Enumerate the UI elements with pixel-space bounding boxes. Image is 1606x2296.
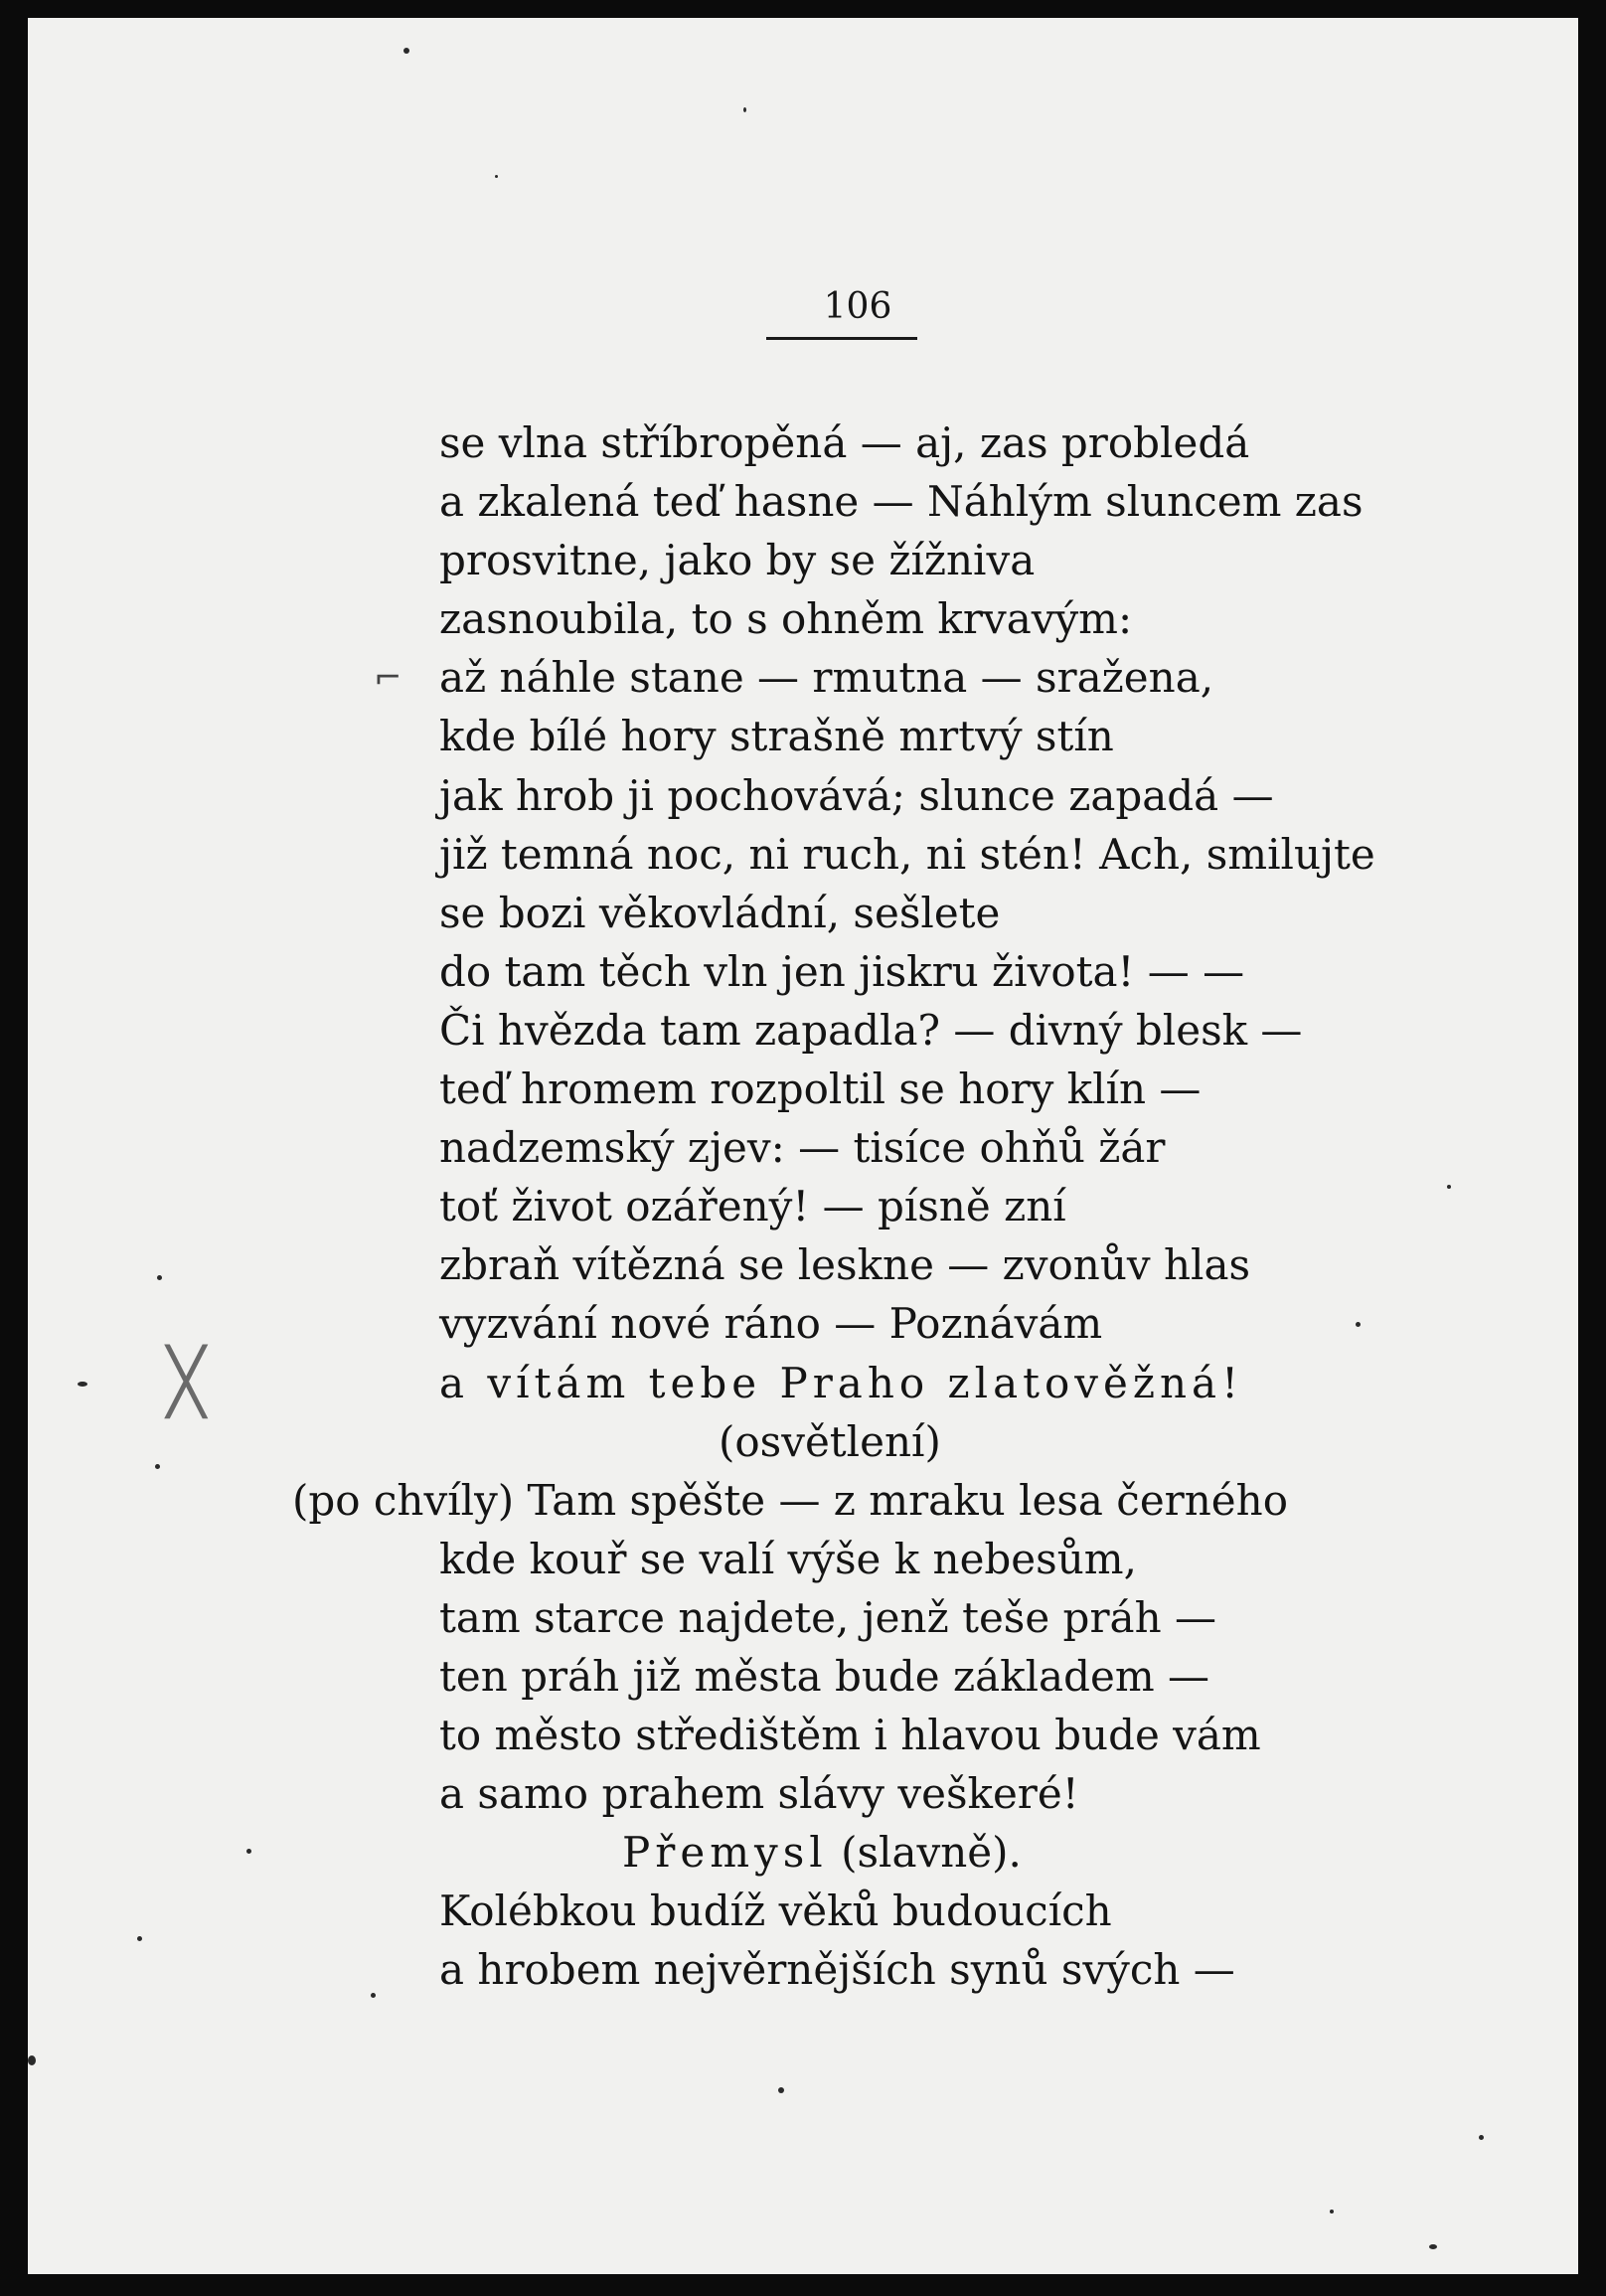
verse-line: prosvitne, jako by se žížniva xyxy=(439,536,1036,585)
verse-line: toť život ozářený! — písně zní xyxy=(439,1182,1066,1231)
verse-line: Kolébkou budíž věků budoucích xyxy=(439,1886,1112,1936)
verse-line: se vlna stříbropěná — aj, zas probledá xyxy=(439,418,1250,467)
verse-line: kde kouř se valí výše k nebesům, xyxy=(439,1534,1137,1583)
verse-line: teď hromem rozpoltil se hory klín — xyxy=(439,1065,1202,1114)
scan-speck xyxy=(246,1849,251,1854)
scan-speck xyxy=(155,1464,160,1469)
scan-speck xyxy=(1356,1322,1361,1327)
scan-speck xyxy=(403,48,409,54)
scan-speck xyxy=(495,175,498,178)
verse-line: vyzvání nové ráno — Poznávám xyxy=(439,1299,1103,1349)
verse-line: jak hrob ji pochovává; slunce zapadá — xyxy=(439,770,1274,820)
stage-direction: (osvětlení) xyxy=(719,1416,941,1466)
scan-speck xyxy=(28,2055,36,2065)
verse-line: zasnoubila, to s ohněm krvavým: xyxy=(439,594,1133,644)
verse-line: to město středištěm i hlavou bude vám xyxy=(439,1711,1261,1760)
scan-speck xyxy=(778,2087,784,2093)
verse-line-emphasis: a vítám tebe Praho zlatověžná! xyxy=(439,1358,1243,1407)
scan-speck xyxy=(371,1993,376,1998)
verse-line: a zkalená teď hasne — Náhlým sluncem zas xyxy=(439,477,1364,527)
character-heading xyxy=(28,1823,1578,1882)
verse-line: se bozi věkovládní, sešlete xyxy=(439,888,1001,937)
speaker-line: (po chvíly) Tam spěšte — z mraku lesa černého xyxy=(292,1475,1288,1525)
scan-speck xyxy=(157,1275,162,1280)
verse-line: nadzemský zjev: — tisíce ohňů žár xyxy=(439,1123,1166,1173)
scan-speck xyxy=(78,1382,87,1387)
book-page xyxy=(28,18,1578,2274)
page-number-rule xyxy=(766,337,917,340)
verse-text xyxy=(28,413,1578,2000)
page-number: 106 xyxy=(823,286,892,327)
scan-speck xyxy=(1330,2210,1334,2214)
verse-line: a samo prahem slávy veškeré! xyxy=(439,1769,1079,1819)
scan-speck xyxy=(743,107,746,112)
scan-speck xyxy=(137,1936,142,1941)
verse-line: kde bílé hory strašně mrtvý stín xyxy=(439,712,1114,761)
character-direction: (slavně). xyxy=(841,1828,1022,1878)
verse-line: Či hvězda tam zapadla? — divný blesk — xyxy=(439,1005,1303,1055)
margin-tick-mark: ⌐ xyxy=(374,658,402,698)
verse-line: a hrobem nejvěrnějších synů svých — xyxy=(439,1945,1235,1995)
verse-line: až náhle stane — rmutna — sražena, xyxy=(439,653,1214,703)
scan-speck xyxy=(1479,2135,1484,2140)
verse-line: již temná noc, ni ruch, ni stén! Ach, smilujte xyxy=(439,829,1375,879)
verse-line: do tam těch vln jen jiskru života! — — xyxy=(439,946,1245,996)
scan-speck xyxy=(1447,1185,1451,1189)
scan-speck xyxy=(1429,2244,1437,2249)
character-name: Přemysl xyxy=(622,1828,828,1878)
verse-line: ten práh již města bude základem — xyxy=(439,1651,1210,1701)
margin-cross-mark: ╳ xyxy=(167,1346,206,1419)
verse-line: tam starce najdete, jenž teše práh — xyxy=(439,1592,1216,1642)
verse-line: zbraň vítězná se leskne — zvonův hlas xyxy=(439,1240,1251,1290)
